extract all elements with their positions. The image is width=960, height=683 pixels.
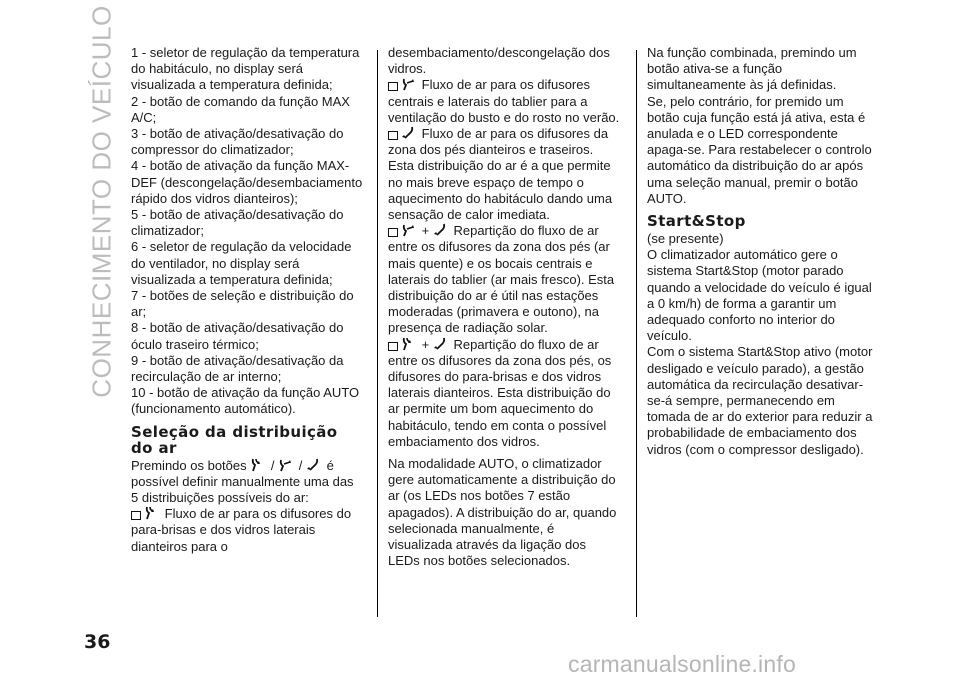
feet-airflow-icon — [401, 126, 415, 140]
watermark: carmanualsonline.info — [568, 651, 796, 677]
column-3 — [647, 45, 879, 458]
distribution-item: Fluxo de ar para os difusores da zona dos pés dianteiros e traseiros. Esta distribuição do ar é a que permite no mais breve espaço de tempo o aquecimento do habitáculo dando uma sensação de calor imediata. — [388, 126, 613, 223]
paragraph: Se, pelo contrário, for premido um botão cuja função está já ativa, esta é anulada e o LED correspondente apaga-se. Para restabelecer o controlo automático da distribuição do ar após uma seleção manual, premir o botão AUTO. — [647, 93, 872, 206]
distribution-item: + Repartição do fluxo de ar entre os difusores da zona dos pés, os difusores do para-brisas e dos vidros laterais dianteiros. Esta distribuição do ar permite um bom aquecimento do habitáculo, tendo em conta o possível embaciamento dos vidros. — [388, 336, 612, 449]
feet-airflow-icon — [306, 458, 320, 472]
panel-icon — [388, 342, 398, 351]
list-item: 9 - botão de ativação/desativação da recirculação de ar interno; — [131, 352, 344, 385]
list-item: 7 - botões de seleção e distribuição do ar; — [131, 288, 354, 320]
list-item: 3 - botão de ativação/desativação do compressor do climatizador; — [131, 126, 344, 158]
panel-icon — [388, 82, 398, 91]
face-airflow-icon — [278, 458, 292, 472]
subheading: (se presente) — [647, 231, 724, 247]
list-item: 2 - botão de comando da função MAX A/C; — [131, 93, 350, 125]
panel-icon — [388, 131, 398, 140]
paragraph: Na modalidade AUTO, o climatizador gere automaticamente a distribuição do ar (os LEDs nos botões 7 estão apagados). A distribuição do ar, quando selecionada manualmente, é visualizada através da ligação dos LEDs nos botões selecionados. — [388, 456, 617, 569]
distribution-item: + Repartição do fluxo de ar entre os difusores da zona dos pés (ar mais quente) e os bocais centrais e laterais do tablier (ar mais fresco). Esta distribuição do ar é útil nas estações moderadas (primavera e outono), na presença de radiação solar. — [388, 223, 615, 336]
plus-sign: + — [421, 223, 430, 239]
list-item: 1 - seletor de regulação da temperatura do habitáculo, no display será visualizada a temperatura definida; — [131, 45, 360, 93]
windshield-airflow-icon — [250, 458, 264, 472]
panel-icon — [388, 228, 398, 237]
list-item: 10 - botão de ativação da função AUTO (funcionamento automático). — [131, 385, 360, 417]
paragraph: Com o sistema Start&Stop ativo (motor desligado e veículo parado), a gestão automática da recirculação desativar-se-á sempre, permanecendo em tomada de ar do exterior para reduzir a probabilidade de embaciamento dos vidros (com o compressor desligado). — [647, 344, 873, 457]
paragraph: O climatizador automático gere o sistema Start&Stop (motor parado quando a velocidade do veículo é igual a 0 km/h) de forma a garantir um adequado conforto no interior do veículo. — [647, 247, 872, 344]
column-divider — [377, 50, 378, 617]
page-number: 36 — [84, 631, 111, 653]
distribution-item: Fluxo de ar para os difusores centrais e laterais do tablier para a ventilação do busto e do rosto no verão. — [388, 77, 620, 125]
plus-sign: + — [421, 336, 430, 352]
section-heading: Start&Stop — [647, 212, 746, 231]
list-item: 8 - botão de ativação/desativação do óculo traseiro térmico; — [131, 320, 344, 352]
windshield-airflow-icon — [401, 337, 415, 351]
column-2 — [388, 45, 620, 570]
face-airflow-icon — [401, 77, 415, 91]
list-item: 6 - seletor de regulação da velocidade do ventilador, no display será visualizada a temperatura definida; — [131, 239, 352, 287]
windshield-icon — [131, 511, 141, 520]
section-title-text: CONHECIMENTO DO VEÍCULO — [86, 4, 117, 398]
feet-airflow-icon — [433, 337, 447, 351]
feet-airflow-icon — [433, 223, 447, 237]
windshield-airflow-icon — [144, 506, 158, 520]
list-item: 5 - botão de ativação/desativação do climatizador; — [131, 207, 344, 239]
paragraph: Na função combinada, premindo um botão ativa-se a função simultaneamente às já definidas. — [647, 45, 857, 93]
list-item: 4 - botão de ativação da função MAX-DEF (descongelação/desembaciamento rápido dos vidros dianteiros); — [131, 158, 363, 206]
face-airflow-icon — [401, 223, 415, 237]
distribution-item: Fluxo de ar para os difusores do para-brisas e dos vidros laterais dianteiros para o — [131, 506, 352, 554]
paragraph: desembaciamento/descongelação dos vidros. — [388, 45, 610, 77]
paragraph: Premindo os botões / / é possível definir manualmente uma das 5 distribuições possíveis do ar: — [131, 457, 354, 506]
section-title — [82, 4, 122, 398]
section-heading: Seleção da distribuição do ar — [131, 422, 338, 457]
column-divider — [636, 50, 637, 617]
column-1 — [131, 45, 363, 555]
